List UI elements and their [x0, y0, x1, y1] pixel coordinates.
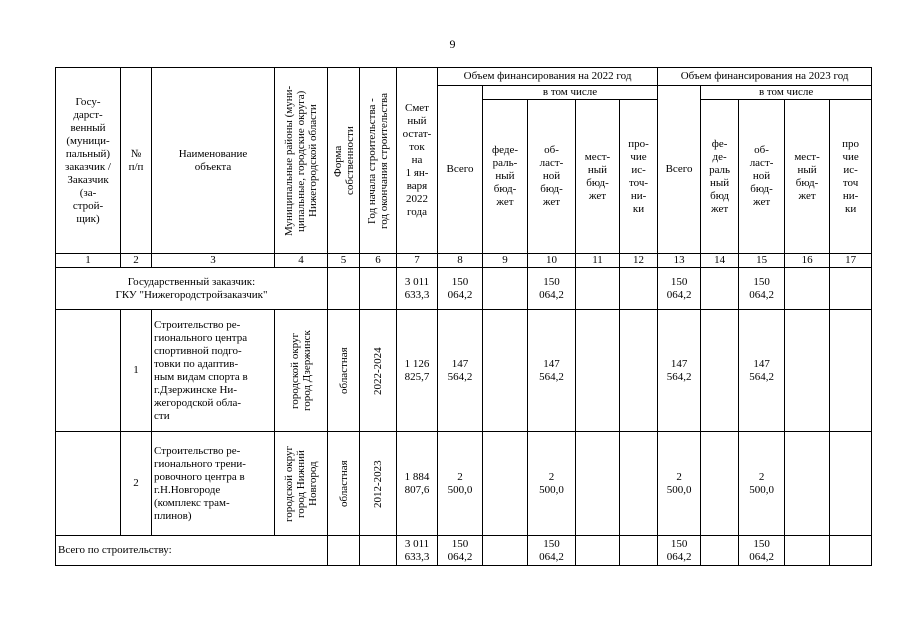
cell-empty: [56, 310, 121, 432]
object-total-2023: 2 500,0: [658, 432, 701, 536]
total-regional-2022: 150 064,2: [528, 536, 576, 566]
header-customer: Госу- дарст- венный (муници- пальный) заказчик / Заказчик (за- строй- щик): [56, 68, 121, 254]
cell-empty: [483, 536, 528, 566]
object-remaining: 1 126 825,7: [397, 310, 438, 432]
object-regional-2023: 2 500,0: [739, 432, 785, 536]
cell-empty: [576, 268, 620, 310]
column-number: 15: [739, 254, 785, 268]
total-label: Всего по строительству:: [56, 536, 328, 566]
customer-total-2022: 150 064,2: [438, 268, 483, 310]
total-remaining: 3 011 633,3: [397, 536, 438, 566]
cell-empty: [620, 432, 658, 536]
page-number: 9: [449, 37, 456, 51]
column-number: 17: [830, 254, 872, 268]
header-financing-2022: Объем финансирования на 2022 год: [438, 68, 658, 86]
object-total-2022: 147 564,2: [438, 310, 483, 432]
column-number: 9: [483, 254, 528, 268]
header-remaining: Смет ный остат- ток на 1 ян- варя 2022 года: [397, 68, 438, 254]
header-financing-2023: Объем финансирования на 2023 год: [658, 68, 872, 86]
object-years: 2022-2024: [360, 310, 397, 432]
column-number: 10: [528, 254, 576, 268]
column-number: 14: [701, 254, 739, 268]
column-number: 13: [658, 254, 701, 268]
total-regional-2023: 150 064,2: [739, 536, 785, 566]
cell-empty: [576, 536, 620, 566]
header-other-2023: про чие ис- точ ни- ки: [830, 100, 872, 254]
header-years: Год начала строительства - год окончания строительства: [360, 68, 397, 254]
table-row: [56, 432, 872, 536]
object-remaining: 1 884 807,6: [397, 432, 438, 536]
object-ownership: областная: [328, 310, 360, 432]
object-total-2022: 2 500,0: [438, 432, 483, 536]
cell-empty: [328, 268, 360, 310]
total-total-2023: 150 064,2: [658, 536, 701, 566]
cell-empty: [328, 536, 360, 566]
column-number: 6: [360, 254, 397, 268]
cell-empty: [701, 536, 739, 566]
header-district: Муниципальные районы (муни- ципальные, городские округа) Нижегородской области: [275, 68, 328, 254]
header-total-2023: Всего: [658, 86, 701, 254]
object-name: Строительство ре- гионального трени- ровочного центра в г.Н.Новгороде (комплекс трам- плинов): [152, 432, 275, 536]
cell-empty: [483, 268, 528, 310]
object-regional-2022: 147 564,2: [528, 310, 576, 432]
header-total-2022: Всего: [438, 86, 483, 254]
customer-total-2023: 150 064,2: [658, 268, 701, 310]
object-regional-2022: 2 500,0: [528, 432, 576, 536]
header-name: Наименование объекта: [152, 68, 275, 254]
cell-empty: [620, 536, 658, 566]
object-total-2023: 147 564,2: [658, 310, 701, 432]
cell-empty: [483, 310, 528, 432]
cell-empty: [785, 536, 830, 566]
cell-empty: [785, 268, 830, 310]
header-federal-2022: феде- раль- ный бюд- жет: [483, 100, 528, 254]
header-local-2023: мест- ный бюд- жет: [785, 100, 830, 254]
header-other-2022: про- чие ис- точ- ни- ки: [620, 100, 658, 254]
cell-empty: [56, 432, 121, 536]
cell-empty: [576, 310, 620, 432]
column-number: 8: [438, 254, 483, 268]
cell-empty: [620, 268, 658, 310]
column-numbers-row: [56, 254, 872, 268]
cell-empty: [785, 432, 830, 536]
header-local-2022: мест- ный бюд- жет: [576, 100, 620, 254]
total-total-2022: 150 064,2: [438, 536, 483, 566]
object-num: 1: [121, 310, 152, 432]
header-num: № п/п: [121, 68, 152, 254]
cell-empty: [620, 310, 658, 432]
object-num: 2: [121, 432, 152, 536]
column-number: 1: [56, 254, 121, 268]
cell-empty: [830, 310, 872, 432]
customer-regional-2023: 150 064,2: [739, 268, 785, 310]
cell-empty: [360, 536, 397, 566]
column-number: 2: [121, 254, 152, 268]
column-number: 11: [576, 254, 620, 268]
cell-empty: [701, 268, 739, 310]
header-regional-2022: об- ласт- ной бюд- жет: [528, 100, 576, 254]
table-row: [56, 310, 872, 432]
header-incl-2022: в том числе: [483, 86, 658, 100]
object-regional-2023: 147 564,2: [739, 310, 785, 432]
total-row: [56, 536, 872, 566]
customer-remaining: 3 011 633,3: [397, 268, 438, 310]
cell-empty: [830, 268, 872, 310]
header-regional-2023: об- ласт- ной бюд- жет: [739, 100, 785, 254]
cell-empty: [483, 432, 528, 536]
cell-empty: [701, 310, 739, 432]
cell-empty: [360, 268, 397, 310]
customer-label: Государственный заказчик: ГКУ "Нижегородстройзаказчик": [56, 268, 328, 310]
column-number: 7: [397, 254, 438, 268]
object-district: городской округ город Нижний Новгород: [275, 432, 328, 536]
object-name: Строительство ре- гионального центра спортивной подго- товки по адаптив- ным видам спорта в г.Дзержинске Ни- жегородской обла- сти: [152, 310, 275, 432]
financing-table: [55, 67, 872, 566]
cell-empty: [701, 432, 739, 536]
column-number: 16: [785, 254, 830, 268]
cell-empty: [830, 432, 872, 536]
object-years: 2012-2023: [360, 432, 397, 536]
column-number: 3: [152, 254, 275, 268]
column-number: 5: [328, 254, 360, 268]
header-ownership: Форма собственности: [328, 68, 360, 254]
cell-empty: [576, 432, 620, 536]
column-number: 12: [620, 254, 658, 268]
object-district: городской округ город Дзержинск: [275, 310, 328, 432]
object-ownership: областная: [328, 432, 360, 536]
customer-row: [56, 268, 872, 310]
header-federal-2023: фе- де- раль ный бюд жет: [701, 100, 739, 254]
column-number: 4: [275, 254, 328, 268]
customer-regional-2022: 150 064,2: [528, 268, 576, 310]
header-incl-2023: в том числе: [701, 86, 872, 100]
cell-empty: [785, 310, 830, 432]
cell-empty: [830, 536, 872, 566]
